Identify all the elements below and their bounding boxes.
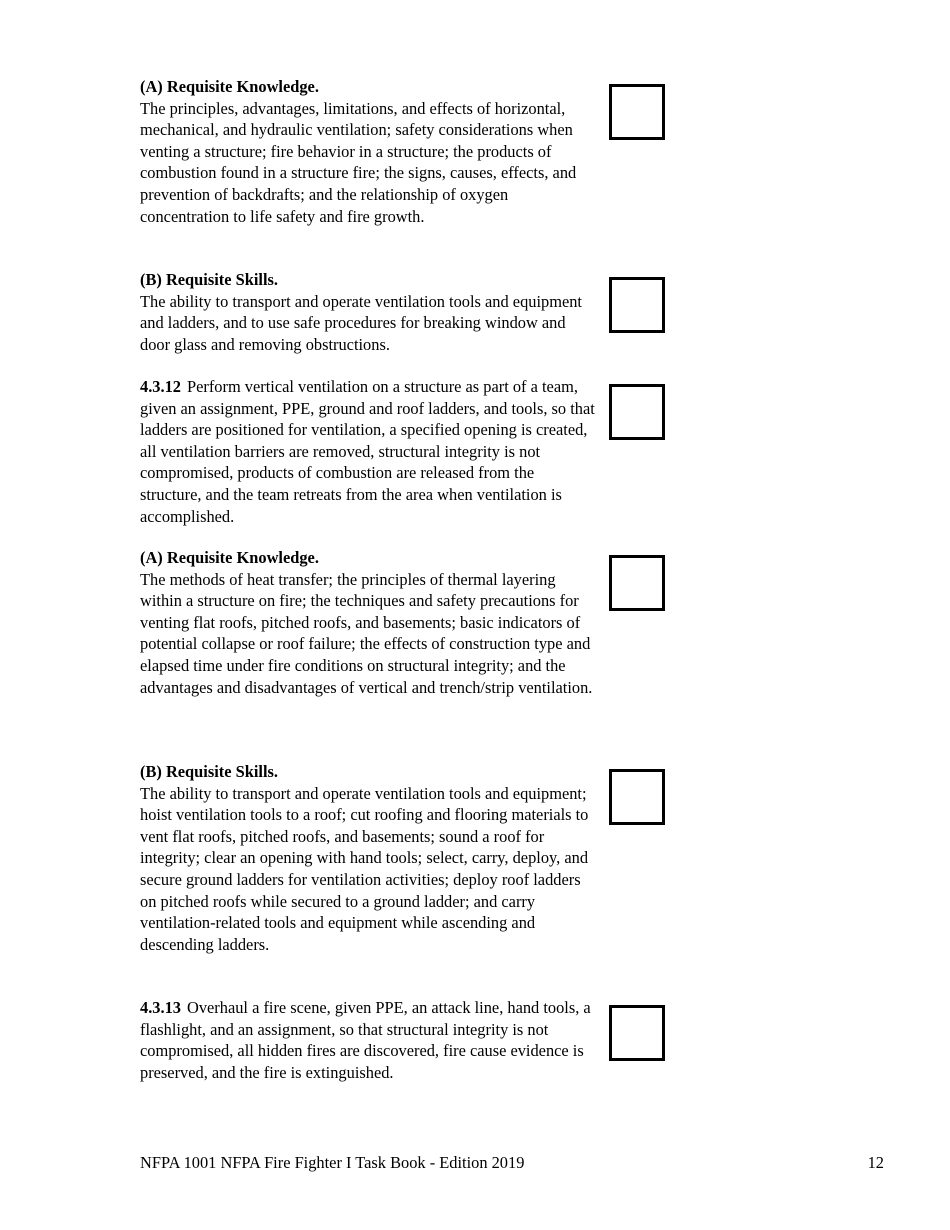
task-4-3-13: [140, 997, 595, 1083]
section-heading: (B) Requisite Skills.: [140, 762, 278, 781]
task-4-3-12: [140, 376, 595, 527]
task-number: 4.3.12: [140, 377, 181, 396]
completion-checkbox-2[interactable]: [609, 277, 665, 333]
section-heading: (A) Requisite Knowledge.: [140, 548, 319, 567]
section-heading: (B) Requisite Skills.: [140, 270, 278, 289]
task-body: Overhaul a fire scene, given PPE, an attack line, hand tools, a flashlight, and an assignment, so that structural integrity is not compromised, all hidden fires are discovered, fire cause evidence is preserved, and the fire is extinguished.: [140, 998, 591, 1082]
completion-checkbox-3[interactable]: [609, 384, 665, 440]
section-heading: (A) Requisite Knowledge.: [140, 77, 319, 96]
completion-checkbox-1[interactable]: [609, 84, 665, 140]
footer-title: NFPA 1001 NFPA Fire Fighter I Task Book - Edition 2019: [140, 1153, 525, 1172]
section-body: The ability to transport and operate ventilation tools and equipment and ladders, and to use safe procedures for breaking window and door glass and removing obstructions.: [140, 291, 582, 354]
section-requisite-knowledge-2: [140, 547, 595, 698]
completion-checkbox-4[interactable]: [609, 555, 665, 611]
completion-checkbox-5[interactable]: [609, 769, 665, 825]
section-requisite-knowledge-1: [140, 76, 595, 227]
task-body: Perform vertical ventilation on a structure as part of a team, given an assignment, PPE, ground and roof ladders, and tools, so that ladders are positioned for ventilation, a specified opening is created, all ventilation barriers are removed, structural integrity is not compromised, products of combustion are released from the structure, and the team retreats from the area when ventilation is accomplished.: [140, 377, 595, 526]
completion-checkbox-6[interactable]: [609, 1005, 665, 1061]
section-body: The ability to transport and operate ventilation tools and equipment; hoist ventilation tools to a roof; cut roofing and flooring materials to vent flat roofs, pitched roofs, and basements; sound a roof for integrity; clear an opening with hand tools; select, carry, deploy, and secure ground ladders for ventilation activities; deploy roof ladders on pitched roofs while secured to a ground ladder; and carry ventilation-related tools and equipment while ascending and descending ladders.: [140, 783, 589, 954]
task-number: 4.3.13: [140, 998, 181, 1017]
section-requisite-skills-1: [140, 269, 595, 355]
section-body: The methods of heat transfer; the principles of thermal layering within a structure on fire; the techniques and safety precautions for venting flat roofs, pitched roofs, and basements; basic indicators of potential collapse or roof failure; the effects of construction type and elapsed time under fire conditions on structural integrity; and the advantages and disadvantages of vertical and trench/strip ventilation.: [140, 569, 593, 697]
section-requisite-skills-2: [140, 761, 595, 955]
page-number: 12: [867, 1153, 884, 1172]
section-body: The principles, advantages, limitations, and effects of horizontal, mechanical, and hydraulic ventilation; safety considerations when venting a structure; fire behavior in a structure; the products of combustion found in a structure fire; the signs, causes, effects, and prevention of backdrafts; and the relationship of oxygen concentration to life safety and fire growth.: [140, 98, 577, 226]
